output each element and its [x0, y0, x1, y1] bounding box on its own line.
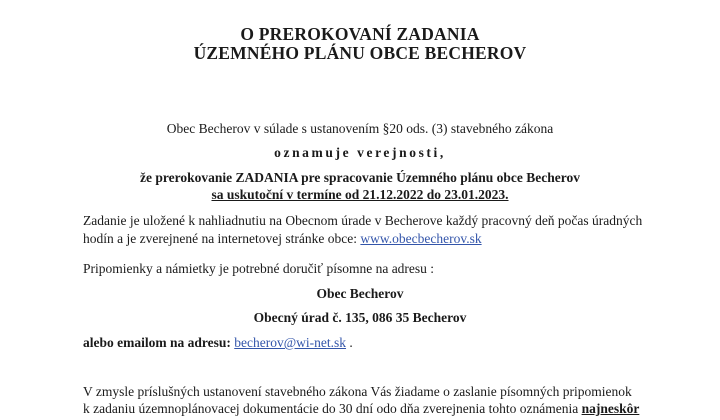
- statement-line1: že prerokovanie ZADANIA pre spracovanie Územného plánu obce Becherov: [140, 170, 580, 185]
- email-link[interactable]: becherov@wi-net.sk: [234, 335, 347, 350]
- document-title-line2: ÚZEMNÉHO PLÁNU OBCE BECHEROV: [193, 43, 527, 63]
- closing-line2-text: k zadaniu územnoplánovacej dokumentácie do 30 dní odo dňa zverejnenia tohto oznámenia: [83, 401, 582, 416]
- email-line: [83, 335, 353, 351]
- email-suffix: .: [349, 335, 353, 350]
- statement-dates: sa uskutoční v termíne od 21.12.2022 do 23.01.2023.: [211, 187, 509, 202]
- website-link[interactable]: www.obecbecherov.sk: [360, 231, 482, 246]
- email-label: alebo emailom na adresu:: [83, 335, 231, 350]
- deposit-line2-text: hodín a je zverejnené na internetovej stránke obce:: [83, 231, 361, 246]
- announcement-text: oznamuje verejnosti,: [274, 145, 446, 160]
- document-title-line1: O PREROKOVANÍ ZADANIA: [240, 24, 480, 44]
- address-street: Obecný úrad č. 135, 086 35 Becherov: [253, 310, 467, 325]
- closing-line1: V zmysle príslušných ustanovení stavebného zákona Vás žiadame o zaslanie písomných pripomienok: [83, 384, 632, 399]
- deposit-line2: [83, 231, 482, 247]
- address-name: Obec Becherov: [316, 286, 404, 301]
- comments-instruction: Pripomienky a námietky je potrebné doručiť písomne na adresu :: [83, 261, 435, 276]
- closing-line2: [83, 401, 639, 417]
- deposit-line1: Zadanie je uložené k nahliadnutiu na Obecnom úrade v Becherove každý pracovný deň počas úradných: [83, 213, 643, 228]
- intro-text: Obec Becherov v súlade s ustanovením §20 ods. (3) stavebného zákona: [166, 121, 554, 136]
- closing-emphasis: najneskôr: [581, 401, 640, 416]
